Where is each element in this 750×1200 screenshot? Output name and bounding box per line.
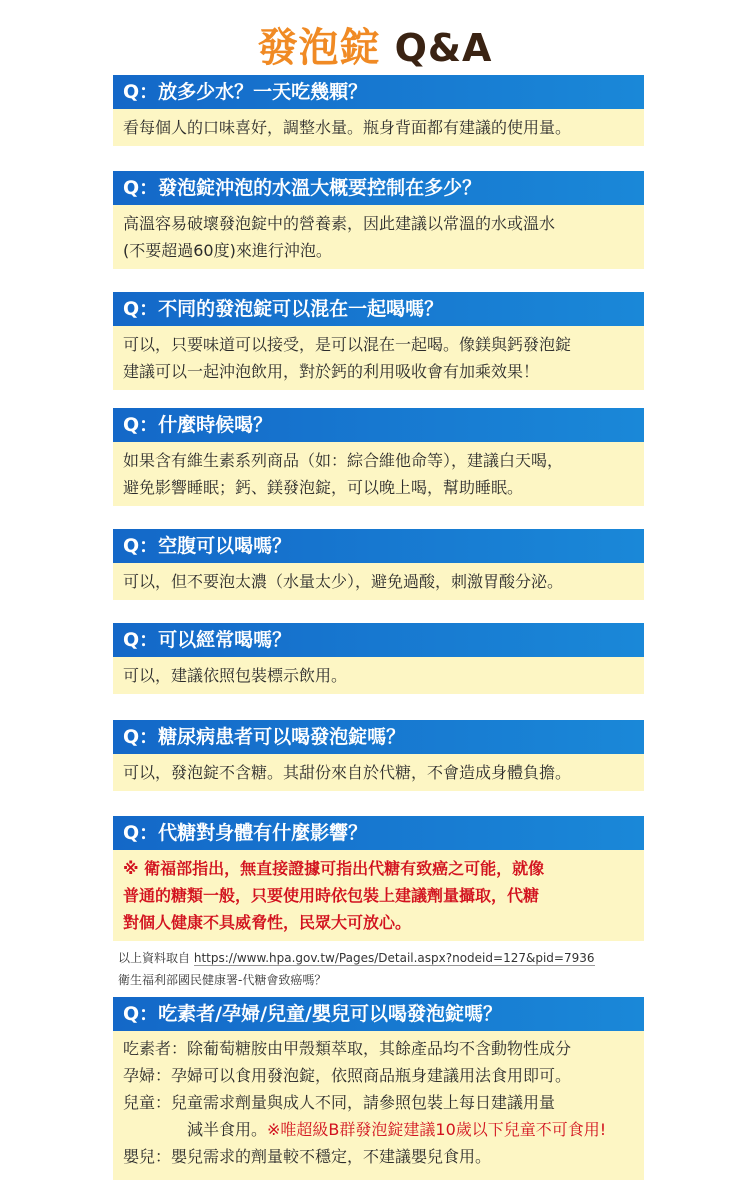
answer-9-children-cont (123, 1116, 634, 1143)
source-prefix: 以上資料取自 (118, 951, 191, 965)
answer-4 (113, 442, 644, 506)
answer-9-infants (123, 1143, 634, 1170)
children-label: 兒童： (123, 1093, 172, 1112)
source-title: 衛生福利部國民健康署-代糖會致癌嗎？ (118, 973, 327, 987)
vegetarian-text: 除葡萄糖胺由甲殼類萃取，其餘產品均不含動物性成分 (187, 1039, 572, 1058)
answer-8-line-2: 普通的糖類一般，只要使用時依包裝上建議劑量攝取，代糖 (123, 886, 540, 905)
answer-9-children (123, 1089, 634, 1116)
qa-card-1 (113, 75, 644, 146)
answer-7 (113, 754, 644, 791)
answer-4-line-2: 避免影響睡眠；鈣、鎂發泡錠，可以晚上喝，幫助睡眠。 (123, 478, 524, 497)
answer-3 (113, 326, 644, 390)
answer-8-line-3: 對個人健康不具威脅性，民眾大可放心。 (123, 913, 412, 932)
question-8: Q：代糖對身體有什麼影響？ (113, 816, 644, 850)
title-sub: Q&A (394, 26, 493, 70)
answer-4-line-1: 如果含有維生素系列商品（如：綜合維他命等），建議白天喝， (123, 451, 564, 470)
answer-9-vegetarian (123, 1035, 634, 1062)
question-4: Q：什麼時候喝？ (113, 408, 644, 442)
answer-5 (113, 563, 644, 600)
answer-2 (113, 205, 644, 269)
pregnant-text: 孕婦可以食用發泡錠，依照商品瓶身建議用法食用即可。 (171, 1066, 572, 1085)
children-warning: ※唯超級B群發泡錠建議10歲以下兒童不可食用! (267, 1120, 607, 1139)
qa-card-8 (113, 816, 644, 941)
page-title (0, 0, 750, 71)
qa-card-2 (113, 171, 644, 269)
qa-card-6 (113, 623, 644, 694)
question-2: Q：發泡錠沖泡的水溫大概要控制在多少？ (113, 171, 644, 205)
children-text: 兒童需求劑量與成人不同，請參照包裝上每日建議用量 (171, 1093, 556, 1112)
question-1: Q：放多少水？一天吃幾顆？ (113, 75, 644, 109)
question-6: Q：可以經常喝嗎？ (113, 623, 644, 657)
qa-card-4 (113, 408, 644, 506)
qa-card-9 (113, 997, 644, 1180)
qa-card-5 (113, 529, 644, 600)
pregnant-label: 孕婦： (123, 1066, 172, 1085)
question-3: Q：不同的發泡錠可以混在一起喝嗎？ (113, 292, 644, 326)
question-7: Q：糖尿病患者可以喝發泡錠嗎？ (113, 720, 644, 754)
infants-text: 嬰兒需求的劑量較不穩定，不建議嬰兒食用。 (171, 1147, 492, 1166)
answer-9-pregnant (123, 1062, 634, 1089)
answer-1 (113, 109, 644, 146)
answer-7-line-1: 可以，發泡錠不含糖。其甜份來自於代糖，不會造成身體負擔。 (123, 763, 572, 782)
answer-6 (113, 657, 644, 694)
source-link[interactable]: https://www.hpa.gov.tw/Pages/Detail.aspx?nodeid=127&pid=7936 (193, 951, 595, 965)
answer-9 (113, 1031, 644, 1180)
answer-8 (113, 850, 644, 941)
source-note (118, 947, 638, 991)
qa-card-3 (113, 292, 644, 390)
answer-3-line-2: 建議可以一起沖泡飲用，對於鈣的利用吸收會有加乘效果！ (123, 362, 540, 381)
answer-5-line-1: 可以，但不要泡太濃（水量太少），避免過酸，刺激胃酸分泌。 (123, 572, 564, 591)
answer-6-line-1: 可以，建議依照包裝標示飲用。 (123, 666, 348, 685)
infants-label: 嬰兒： (123, 1147, 172, 1166)
question-5: Q：空腹可以喝嗎？ (113, 529, 644, 563)
answer-2-line-1: 高溫容易破壞發泡錠中的營養素，因此建議以常溫的水或溫水 (123, 214, 556, 233)
answer-8-line-1: ※ 衛福部指出，無直接證據可指出代糖有致癌之可能，就像 (123, 859, 545, 878)
answer-1-line-1: 看每個人的口味喜好，調整水量。瓶身背面都有建議的使用量。 (123, 118, 572, 137)
answer-2-line-2: (不要超過60度)來進行沖泡。 (123, 241, 332, 260)
question-9: Q：吃素者/孕婦/兒童/嬰兒可以喝發泡錠嗎？ (113, 997, 644, 1031)
vegetarian-label: 吃素者： (123, 1039, 188, 1058)
answer-3-line-1: 可以，只要味道可以接受，是可以混在一起喝。像鎂與鈣發泡錠 (123, 335, 572, 354)
title-main: 發泡錠 (257, 25, 381, 71)
qa-card-7 (113, 720, 644, 791)
children-text-2: 減半食用。 (187, 1120, 268, 1139)
